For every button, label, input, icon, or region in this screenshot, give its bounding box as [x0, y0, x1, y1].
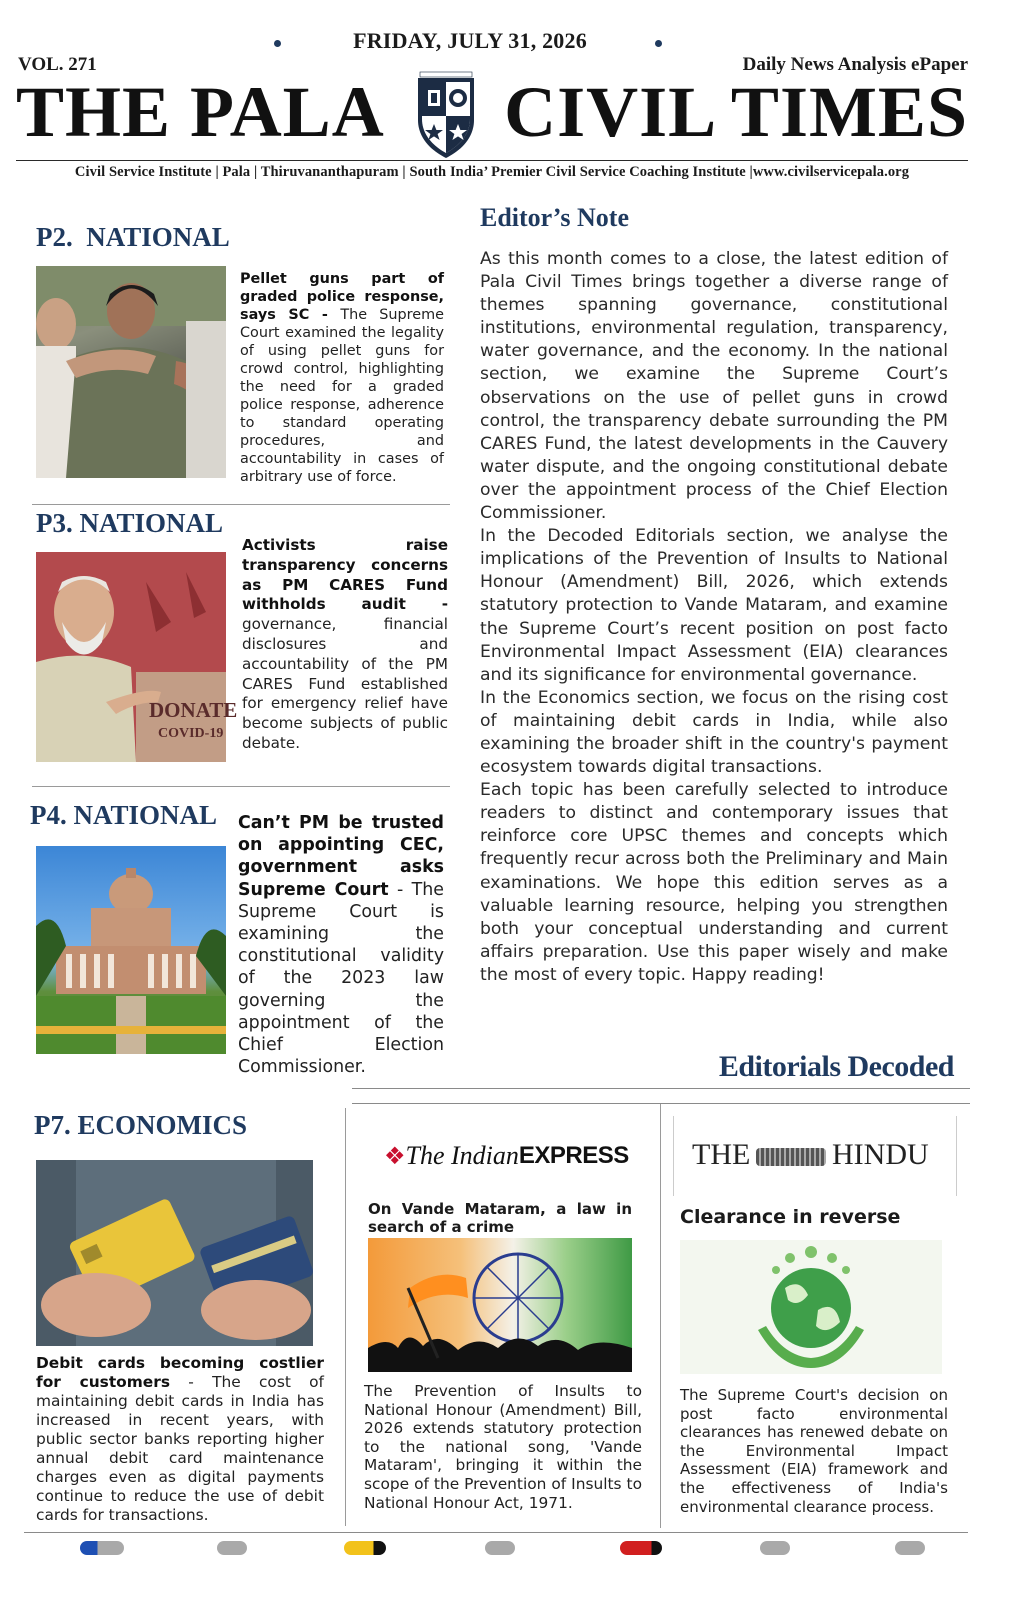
p2-headline: Pellet guns part of graded police response, says SC	[240, 271, 444, 323]
p7-headline: Debit cards becoming costlier for customers	[36, 1354, 324, 1391]
p3-body: governance, financial disclosures and accountability of the PM CARES Fund established for emergency relief have become subjects of public debate.	[242, 615, 448, 752]
p3-headline: Activists raise transparency concerns as PM CARES Fund withholds audit	[242, 536, 448, 614]
the-hindu-logo-right: HINDU	[832, 1138, 929, 1171]
the-hindu-globe-photo	[680, 1240, 942, 1374]
page-indicator-1[interactable]	[80, 1541, 124, 1555]
editor-note-title: Editor’s Note	[480, 203, 629, 232]
editor-note-body	[480, 248, 948, 987]
page-indicator-6[interactable]	[760, 1541, 790, 1555]
indian-express-logo: ❖The IndianEXPRESS	[384, 1141, 629, 1170]
divider-p3	[32, 786, 450, 787]
p4-headline: Can’t PM be trusted on appointing CEC, government asks Supreme Court	[238, 813, 444, 900]
masthead-rule	[16, 160, 968, 161]
p3-image-text-donate: DONATE	[149, 698, 238, 722]
divider-p2	[32, 504, 450, 505]
p7-story: Debit cards becoming costlier for customers - The cost of maintaining debit cards in India has increased in recent years, with public sector banks reporting higher annual debit card maintenance charges even as digital payments continue to reduce the use of debit cards for transactions.	[36, 1354, 324, 1524]
p4-supreme-court-photo	[36, 846, 226, 1054]
masthead-dot-right	[655, 40, 662, 47]
section-heading-p3: P3. NATIONAL	[36, 508, 224, 538]
institute-subline: Civil Service Institute | Pala | Thiruvananthapuram | South India’ Premier Civil Service Coaching Institute |www.civilservicepala.org	[74, 164, 910, 180]
page-indicator-2[interactable]	[217, 1541, 247, 1555]
p2-pellet-guns-photo	[36, 266, 226, 478]
p7-debit-cards-photo	[36, 1160, 313, 1346]
page-indicator-5[interactable]	[620, 1541, 662, 1555]
the-hindu-logo-left: THE	[692, 1138, 751, 1171]
editor-note-paragraph: As this month comes to a close, the latest edition of Pala Civil Times brings together a diverse range of themes spanning governance, constitutional institutions, environmental regulation, transparency, water governance, and the economy. In the national section, we examine the Supreme Court’s observations on the use of pellet guns in crowd control, the transparency debate surrounding the PM CARES Fund, the latest developments in the Cauvery water dispute, and the ongoing constitutional debate over the appointment process of the Chief Election Commissioner.	[480, 249, 948, 524]
paper-tagline: Daily News Analysis ePaper	[742, 54, 968, 75]
paper-title-left: THE PALA	[16, 72, 385, 152]
masthead-dot-left	[274, 40, 281, 47]
page-indicator-3[interactable]	[344, 1541, 386, 1555]
the-hindu-headline: Clearance in reverse	[680, 1206, 901, 1228]
p3-story: Activists raise transparency concerns as PM CARES Fund withholds audit - governance, financial disclosures and accountability of the PM CARES Fund established for emergency relief have become subjects of public debate.	[242, 536, 449, 752]
section-heading-p4: P4. NATIONAL	[30, 800, 218, 830]
footer-rule	[24, 1532, 968, 1533]
p4-body: The Supreme Court is examining the constitutional validity of the 2023 law governing the appointment of the Chief Election Commissioner.	[238, 879, 444, 1078]
divider-editorials	[352, 1088, 970, 1089]
issue-date: FRIDAY, JULY 31, 2026	[353, 28, 587, 53]
indian-express-logo-italic: The Indian	[405, 1141, 519, 1170]
the-hindu-emblem-icon	[756, 1148, 826, 1166]
indian-express-headline: On Vande Mataram, a law in search of a crime	[368, 1200, 632, 1236]
p7-body: The cost of maintaining debit cards in India has increased in recent years, with public sector banks reporting higher annual debit card maintenance charges even as digital payments continue to reduce the use of debit cards for transactions.	[36, 1373, 324, 1524]
volume-number: VOL. 271	[18, 54, 97, 75]
paper-title-right: CIVIL TIMES	[504, 72, 968, 152]
indian-express-flag-photo	[368, 1238, 632, 1372]
indian-express-logo-bold: EXPRESS	[518, 1142, 629, 1169]
the-hindu-logo	[673, 1116, 957, 1196]
editorials-decoded-heading: Editorials Decoded	[718, 1050, 954, 1083]
indian-express-story: The Prevention of Insults to National Honour (Amendment) Bill, 2026 extends statutory protection to the national song, 'Vande Mataram', bringing it within the scope of the Prevention of Insults to National Honour Act, 1971.	[364, 1382, 642, 1512]
p4-story: Can’t PM be trusted on appointing CEC, government asks Supreme Court - The Supreme Court is examining the constitutional validity of the 2023 law governing the appointment of the Chief Election Commissioner.	[238, 813, 444, 1078]
editor-note-paragraph: Each topic has been carefully selected to introduce readers to distinct and contemporary issues that reinforce core UPSC themes and concepts which frequently recur across both the Preliminary and Main examinations. We hope this edition serves as a valuable learning resource, helping you strengthen both your conceptual understanding and current affairs preparation. Use this paper wisely and make the most of every topic. Happy reading!	[480, 780, 948, 985]
column-rule-2	[660, 1104, 661, 1528]
the-hindu-story: The Supreme Court's decision on post facto environmental clearances has renewed debate on the Environmental Impact Assessment (EIA) framework and the effectiveness of India's environmental clearance process.	[680, 1386, 948, 1516]
divider-editorials-2	[352, 1103, 970, 1104]
p3-pm-cares-photo	[36, 552, 238, 762]
section-heading-p2: P2. NATIONAL	[36, 222, 230, 252]
page-indicator-4[interactable]	[485, 1541, 515, 1555]
editor-note-paragraph: In the Decoded Editorials section, we analyse the implications of the Prevention of Insults to National Honour (Amendment) Bill, 2026, which extends statutory protection to Vande Mataram, and examine the Supreme Court’s recent position on post facto Environmental Impact Assessment (EIA) clearances and its significance for environmental governance.	[480, 526, 948, 685]
p2-body: The Supreme Court examined the legality of using pellet guns for crowd control, highlighting the need for a graded police response, adherence to standard operating procedures, and accountability in cases of arbitrary use of force.	[240, 307, 444, 485]
p2-story: Pellet guns part of graded police response, says SC - The Supreme Court examined the legality of using pellet guns for crowd control, highlighting the need for a graded police response, adherence to standard operating procedures, and accountability in cases of arbitrary use of force.	[240, 271, 444, 485]
section-heading-p7: P7. ECONOMICS	[34, 1110, 248, 1140]
column-rule-1	[345, 1108, 346, 1526]
page-indicator-7[interactable]	[895, 1541, 925, 1555]
institute-crest-logo	[414, 72, 478, 160]
p3-image-text-covid: COVID-19	[158, 726, 224, 741]
editor-note-paragraph: In the Economics section, we focus on the rising cost of maintaining debit cards in India, while also examining the broader shift in the country's payment ecosystem towards digital transactions.	[480, 687, 948, 778]
